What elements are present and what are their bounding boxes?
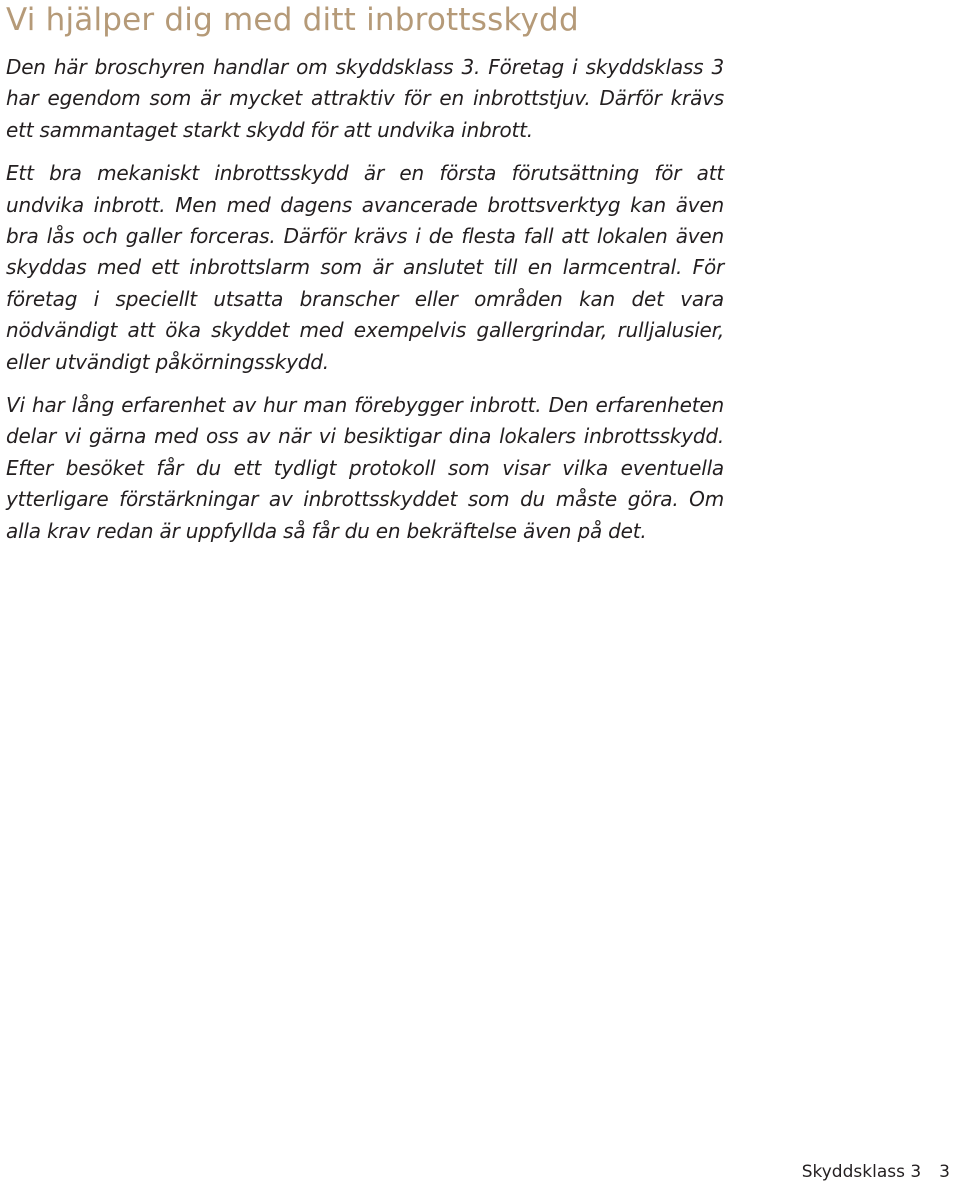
paragraph-mechanical-protection: Ett bra mekaniskt inbrottsskydd är en första förutsättning för att undvika inbrott. Men med dagens avancerade brottsverktyg kan även bra lås och galler forceras. Därför krävs i de flesta fall att lokalen även skyddas med ett inbrottslarm som är anslutet till en larmcentral. För företag i speciellt utsatta branscher eller områden kan det vara nödvändigt att öka skyddet med exempelvis gallergrindar, rulljalusier, eller utvändigt påkörningsskydd.	[6, 161, 724, 374]
body-text	[6, 52, 724, 559]
page-title: Vi hjälper dig med ditt inbrottsskydd	[6, 2, 579, 38]
page-number: 3	[939, 1162, 950, 1182]
footer-label: Skyddsklass 3	[801, 1162, 922, 1182]
page-footer	[802, 1160, 950, 1184]
paragraph-experience: Vi har lång erfarenhet av hur man förebygger inbrott. Den erfarenheten delar vi gärna med oss av när vi besiktigar dina lokalers inbrottsskydd. Efter besöket får du ett tydligt protokoll som visar vilka eventuella ytterligare förstärkningar av inbrottsskyddet som du måste göra. Om alla krav redan är uppfyllda så får du en bekräftelse även på det.	[6, 393, 724, 543]
paragraph-intro: Den här broschyren handlar om skyddsklass 3. Företag i skyddsklass 3 har egendom som är mycket attraktiv för en inbrottstjuv. Därför krävs ett sammantaget starkt skydd för att undvika inbrott.	[6, 55, 724, 142]
